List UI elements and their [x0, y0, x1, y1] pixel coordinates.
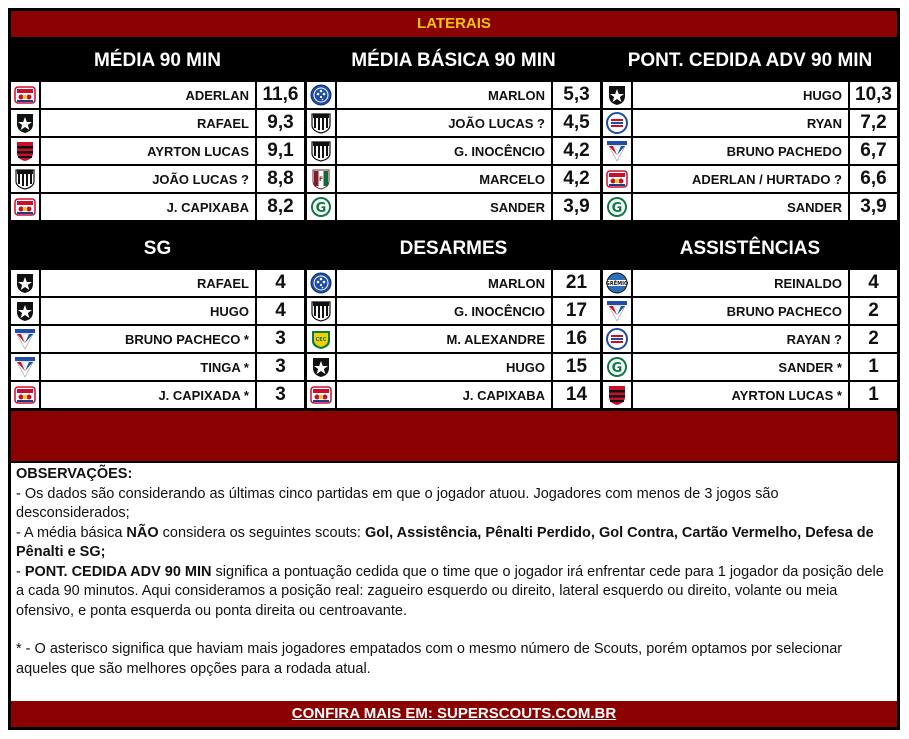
- player-name: AYRTON LUCAS: [41, 138, 257, 164]
- player-name: MARLON: [337, 82, 553, 108]
- panel-desarmes: [307, 225, 600, 409]
- svg-text:G: G: [315, 201, 327, 216]
- ranking-row: [603, 110, 897, 136]
- player-value: 4: [868, 272, 879, 293]
- player-name: M. ALEXANDRE: [337, 326, 553, 352]
- red-bull-bragantino-logo-icon: [11, 382, 41, 408]
- fortaleza-logo-icon: [11, 326, 41, 352]
- ranking-row: [307, 82, 600, 108]
- panel-title: MÉDIA 90 MIN: [93, 50, 222, 71]
- player-value: 4,5: [563, 112, 590, 133]
- fortaleza-logo-icon: [11, 354, 41, 380]
- player-value: 2: [868, 328, 879, 349]
- panel-media-basica-90: [307, 37, 600, 221]
- footer-link[interactable]: CONFIRA MAIS EM: SUPERSCOUTS.COM.BR: [11, 701, 897, 727]
- svg-text:G: G: [611, 361, 623, 376]
- player-value: 17: [565, 300, 588, 321]
- ranking-row: [11, 110, 304, 136]
- player-value: 3: [275, 384, 286, 405]
- ranking-row: [603, 382, 897, 408]
- player-value: 3: [275, 328, 286, 349]
- player-name: AYRTON LUCAS *: [633, 382, 850, 408]
- player-value: 2: [868, 300, 879, 321]
- player-name: J. CAPIXABA: [41, 194, 257, 220]
- ranking-row: [307, 194, 600, 220]
- player-name: SANDER: [337, 194, 553, 220]
- player-name: MARLON: [337, 270, 553, 296]
- player-value: 5,3: [563, 84, 590, 105]
- cruzeiro-logo-icon: [307, 270, 337, 296]
- observation-line-3: [16, 563, 892, 622]
- player-value: 16: [565, 328, 588, 349]
- player-value: 8,2: [267, 196, 294, 217]
- panel-sg: [11, 225, 304, 409]
- flamengo-logo-icon: [603, 382, 633, 408]
- observations-heading: OBSERVAÇÕES:: [16, 466, 133, 482]
- observations: [11, 463, 897, 701]
- panel-pont-cedida: [603, 37, 897, 221]
- bahia-logo-icon: [603, 110, 633, 136]
- player-value: 6,7: [860, 140, 887, 161]
- observation-line-2: [16, 524, 892, 563]
- player-name: SANDER: [633, 194, 850, 220]
- gremio-logo-icon: [603, 270, 633, 296]
- santos-logo-icon: [307, 110, 337, 136]
- player-value: 4,2: [563, 168, 590, 189]
- player-name: TINGA *: [41, 354, 257, 380]
- svg-text:GRÊMIO: GRÊMIO: [605, 281, 629, 287]
- botafogo-logo-icon: [11, 110, 41, 136]
- botafogo-logo-icon: [11, 298, 41, 324]
- ranking-row: [11, 298, 304, 324]
- santos-logo-icon: [307, 298, 337, 324]
- player-name: RAFAEL: [41, 270, 257, 296]
- svg-text:CEC: CEC: [315, 337, 327, 343]
- infographic-frame: [8, 8, 900, 730]
- player-value: 3: [275, 356, 286, 377]
- bahia-logo-icon: [603, 326, 633, 352]
- panel-title: SG: [143, 238, 172, 259]
- player-value: 3,9: [563, 196, 590, 217]
- flamengo-logo-icon: [11, 138, 41, 164]
- player-value: 15: [565, 356, 588, 377]
- player-name: HUGO: [337, 354, 553, 380]
- obs3-pre: -: [16, 563, 25, 580]
- santos-logo-icon: [11, 166, 41, 192]
- player-name: HUGO: [633, 82, 850, 108]
- obs3-bold: PONT. CEDIDA ADV 90 MIN: [24, 563, 212, 580]
- ranking-row: [603, 270, 897, 296]
- player-name: RAFAEL: [41, 110, 257, 136]
- red-bull-bragantino-logo-icon: [307, 382, 337, 408]
- red-bull-bragantino-logo-icon: [11, 194, 41, 220]
- player-name: REINALDO: [633, 270, 850, 296]
- fortaleza-logo-icon: [603, 298, 633, 324]
- botafogo-logo-icon: [307, 354, 337, 380]
- player-value: 21: [565, 272, 588, 293]
- player-name: G. INOCÊNCIO: [337, 138, 553, 164]
- svg-text:G: G: [611, 201, 623, 216]
- ranking-row: [603, 82, 897, 108]
- botafogo-logo-icon: [11, 270, 41, 296]
- player-name: BRUNO PACHECO: [633, 298, 850, 324]
- ranking-row: [11, 82, 304, 108]
- obs2-scouts: Gol, Assistência, Pênalti Perdido, Gol Contra, Cartão Vermelho, Defesa de Pênalti e SG;: [16, 524, 874, 560]
- ranking-row: [11, 194, 304, 220]
- player-value: 4,2: [563, 140, 590, 161]
- observation-line-1: - Os dados são considerando as últimas cinco partidas em que o jogador atuou. Jogadores com menos de 3 jogos são desconsiderados;: [16, 485, 779, 521]
- botafogo-logo-icon: [603, 82, 633, 108]
- obs3-rest: significa a pontuação cedida que o time que o jogador irá enfrentar cede para 1 jogador da posição dele a cada 90 minutos. Aqui consideramos a posição real: zagueiro esquerdo ou direito, lateral esquerdo ou direito, volante ou meia ofensivo, e ponta esquerda ou ponta direita ou centroavante.: [16, 563, 884, 619]
- player-name: HUGO: [41, 298, 257, 324]
- player-value: 7,2: [860, 112, 887, 133]
- ranking-row: [307, 270, 600, 296]
- ranking-row: [307, 382, 600, 408]
- player-name: JOÃO LUCAS ?: [41, 166, 257, 192]
- player-name: MARCELO: [337, 166, 553, 192]
- goias-logo-icon: [603, 194, 633, 220]
- player-name: G. INOCÊNCIO: [337, 298, 553, 324]
- panel-title: PONT. CEDIDA ADV 90 MIN: [627, 50, 873, 71]
- observation-footnote: * - O asterisco significa que haviam mais jogadores empatados com o mesmo número de Scouts, porém optamos por selecionar aqueles que são melhores opções para a rodada atual.: [16, 641, 843, 677]
- player-name: RYAN: [633, 110, 850, 136]
- cruzeiro-logo-icon: [307, 82, 337, 108]
- ranking-row: [307, 298, 600, 324]
- player-value: 4: [275, 272, 286, 293]
- player-value: 10,3: [855, 84, 892, 105]
- ranking-row: [603, 354, 897, 380]
- player-name: ADERLAN: [41, 82, 257, 108]
- player-name: SANDER *: [633, 354, 850, 380]
- player-name: JOÃO LUCAS ?: [337, 110, 553, 136]
- player-value: 9,3: [267, 112, 294, 133]
- ranking-row: [307, 354, 600, 380]
- panel-title: DESARMES: [399, 238, 508, 259]
- player-value: 8,8: [267, 168, 294, 189]
- player-value: 1: [868, 384, 879, 405]
- player-value: 6,6: [860, 168, 887, 189]
- divider-band: [11, 411, 897, 461]
- ranking-row: [603, 194, 897, 220]
- ranking-row: [11, 326, 304, 352]
- ranking-row: [603, 138, 897, 164]
- ranking-row: [307, 110, 600, 136]
- player-value: 1: [868, 356, 879, 377]
- obs2-pre: - A média básica: [16, 524, 127, 541]
- obs2-mid: considera os seguintes scouts:: [158, 524, 365, 541]
- ranking-row: [11, 138, 304, 164]
- player-name: J. CAPIXABA: [337, 382, 553, 408]
- svg-text:F: F: [318, 176, 324, 183]
- santos-logo-icon: [307, 138, 337, 164]
- ranking-row: [11, 270, 304, 296]
- goias-logo-icon: [603, 354, 633, 380]
- goias-logo-icon: [307, 194, 337, 220]
- ranking-row: [11, 166, 304, 192]
- ranking-row: [307, 166, 600, 192]
- red-bull-bragantino-logo-icon: [11, 82, 41, 108]
- obs2-nao: NÃO: [126, 524, 159, 541]
- fortaleza-logo-icon: [603, 138, 633, 164]
- player-value: 4: [275, 300, 286, 321]
- player-value: 3,9: [860, 196, 887, 217]
- fluminense-logo-icon: [307, 166, 337, 192]
- player-value: 11,6: [262, 84, 299, 105]
- ranking-row: [603, 166, 897, 192]
- player-name: ADERLAN / HURTADO ?: [633, 166, 850, 192]
- player-value: 9,1: [267, 140, 294, 161]
- red-bull-bragantino-logo-icon: [603, 166, 633, 192]
- cuiaba-logo-icon: [307, 326, 337, 352]
- panel-media-90: [11, 37, 304, 221]
- player-name: RAYAN ?: [633, 326, 850, 352]
- ranking-row: [307, 326, 600, 352]
- player-name: J. CAPIXADA *: [41, 382, 257, 408]
- ranking-row: [603, 298, 897, 324]
- player-name: BRUNO PACHEDO: [633, 138, 850, 164]
- panel-title: ASSISTÊNCIAS: [679, 238, 821, 259]
- section-title: LATERAIS: [11, 11, 897, 37]
- panel-assistencias: [603, 225, 897, 409]
- ranking-row: [11, 354, 304, 380]
- panel-title: MÉDIA BÁSICA 90 MIN: [351, 50, 556, 71]
- ranking-row: [11, 382, 304, 408]
- player-value: 14: [565, 384, 588, 405]
- ranking-row: [307, 138, 600, 164]
- ranking-row: [603, 326, 897, 352]
- player-name: BRUNO PACHECO *: [41, 326, 257, 352]
